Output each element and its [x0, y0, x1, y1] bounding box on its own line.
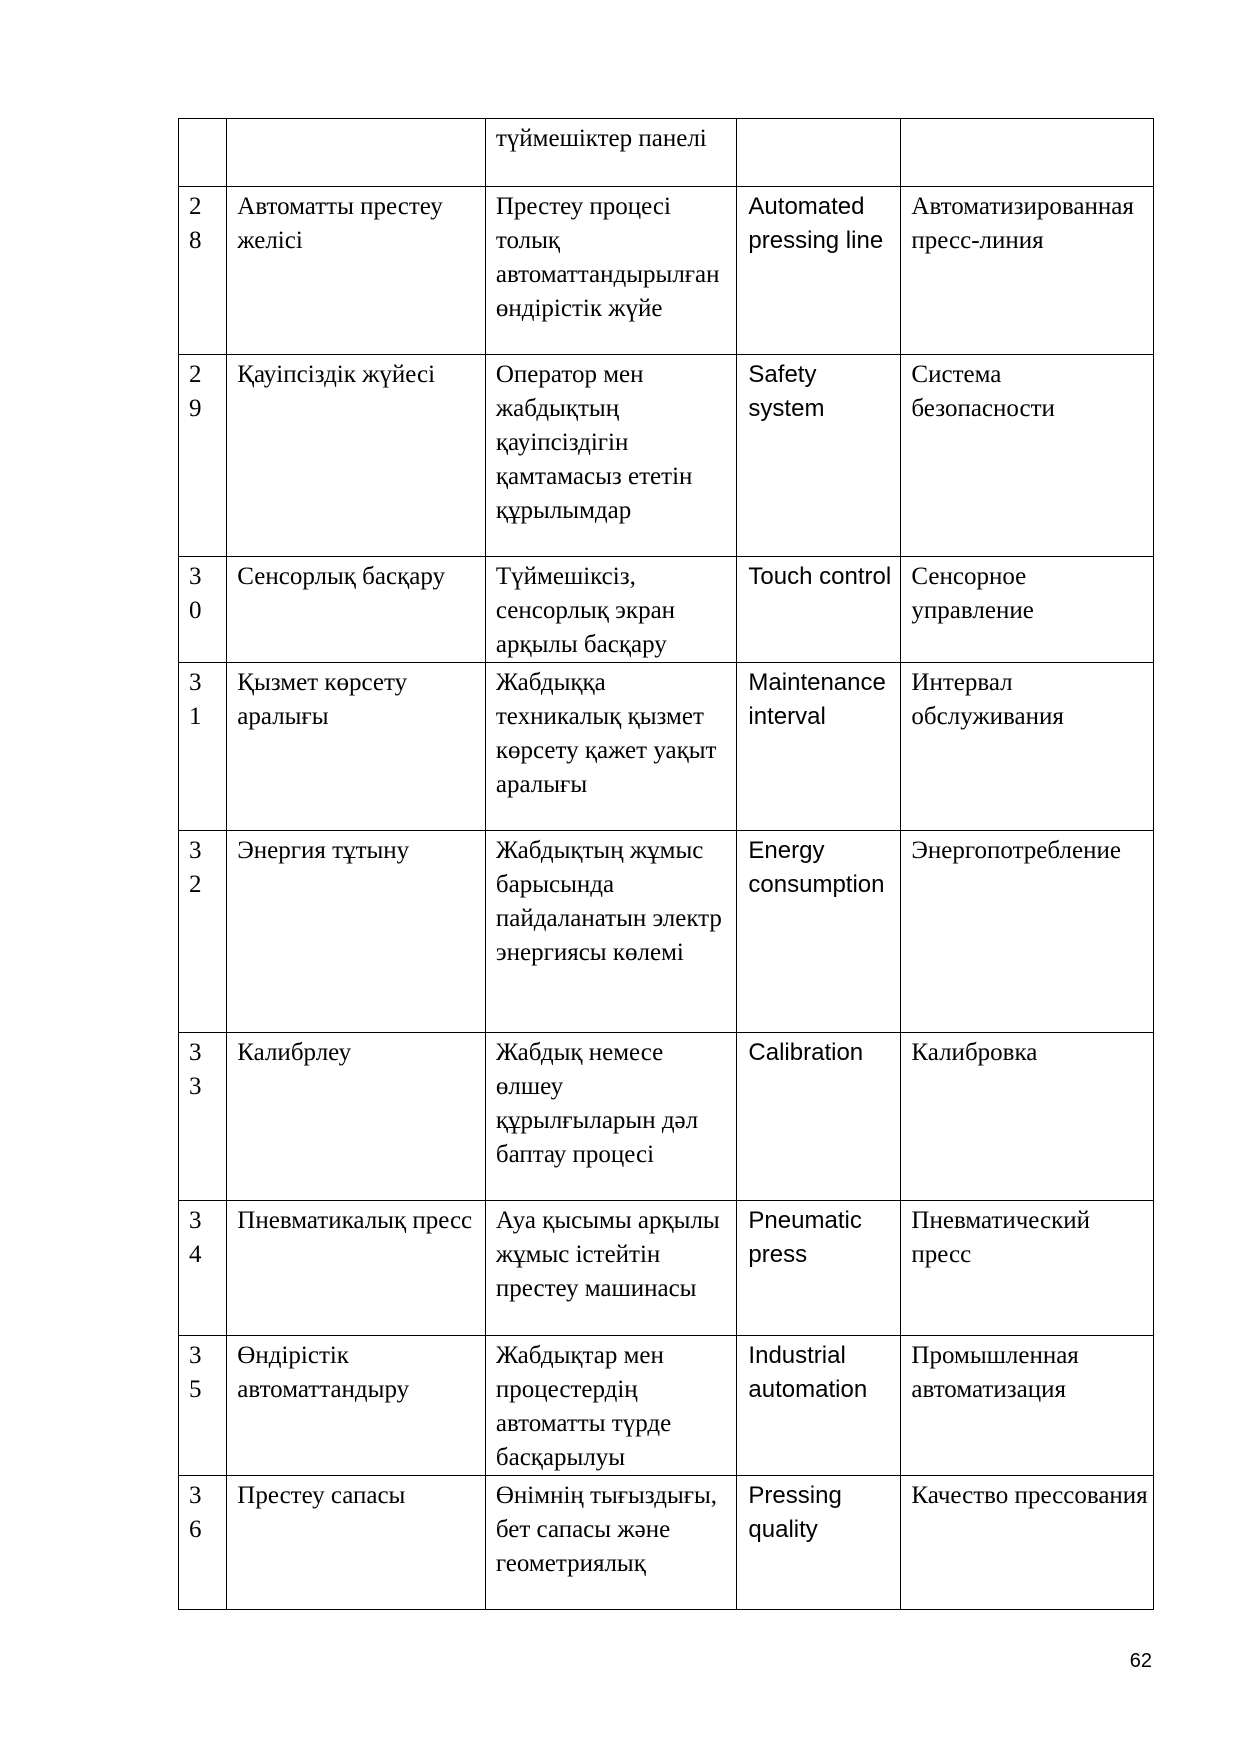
kazakh-term-cell: Калибрлеу	[227, 1033, 486, 1201]
english-term-cell	[737, 119, 901, 187]
table-row	[179, 831, 1154, 1033]
definition-cell: Жабдықтың жұмыс барысында пайдаланатын электр энергиясы көлемі	[485, 831, 737, 1033]
definition-cell: Оператор мен жабдықтың қауіпсіздігін қамтамасыз ететін құрылымдар	[485, 355, 737, 557]
page-number: 62	[1129, 1650, 1152, 1672]
russian-term-cell: Энергопотребление	[901, 831, 1154, 1033]
row-number-cell: 34	[179, 1201, 227, 1336]
english-term-cell: Pneumatic press	[737, 1201, 901, 1336]
row-number-cell: 28	[179, 187, 227, 355]
table-row	[179, 119, 1154, 187]
definition-cell: Престеу процесі толық автоматтандырылған өндірістік жүйе	[485, 187, 737, 355]
english-term-cell: Calibration	[737, 1033, 901, 1201]
russian-term-cell: Калибровка	[901, 1033, 1154, 1201]
kazakh-term-cell: Автоматты престеу желісі	[227, 187, 486, 355]
russian-term-cell: Автоматизированная пресс-линия	[901, 187, 1154, 355]
kazakh-term-cell: Пневматикалық пресс	[227, 1201, 486, 1336]
kazakh-term-cell: Өндірістік автоматтандыру	[227, 1336, 486, 1476]
kazakh-term-cell: Энергия тұтыну	[227, 831, 486, 1033]
english-term-cell: Industrial automation	[737, 1336, 901, 1476]
row-number-cell: 35	[179, 1336, 227, 1476]
english-term-cell: Touch control	[737, 557, 901, 663]
kazakh-term-cell: Қауіпсіздік жүйесі	[227, 355, 486, 557]
english-term-cell: Automated pressing line	[737, 187, 901, 355]
english-term-cell: Safety system	[737, 355, 901, 557]
kazakh-term-cell: Престеу сапасы	[227, 1476, 486, 1610]
definition-cell: Жабдық немесе өлшеу құрылғыларын дәл баптау процесі	[485, 1033, 737, 1201]
table-row	[179, 187, 1154, 355]
definition-cell: Жабдыққа техникалық қызмет көрсету қажет уақыт аралығы	[485, 663, 737, 831]
definition-cell: Ауа қысымы арқылы жұмыс істейтін престеу машинасы	[485, 1201, 737, 1336]
definition-cell: Өнімнің тығыздығы, бет сапасы және геометриялық	[485, 1476, 737, 1610]
russian-term-cell: Качество прессования	[901, 1476, 1154, 1610]
glossary-table	[178, 118, 1154, 1610]
english-term-cell: Energy consumption	[737, 831, 901, 1033]
definition-cell: түймешіктер панелі	[485, 119, 737, 187]
english-term-cell: Pressing quality	[737, 1476, 901, 1610]
row-number-cell: 31	[179, 663, 227, 831]
table-row	[179, 1033, 1154, 1201]
english-term-cell: Maintenance interval	[737, 663, 901, 831]
definition-cell: Жабдықтар мен процестердің автоматты түрде басқарылуы	[485, 1336, 737, 1476]
definition-cell: Түймешіксіз, сенсорлық экран арқылы басқару	[485, 557, 737, 663]
russian-term-cell	[901, 119, 1154, 187]
row-number-cell: 33	[179, 1033, 227, 1201]
table-row	[179, 355, 1154, 557]
row-number-cell: 30	[179, 557, 227, 663]
russian-term-cell: Промышленная автоматизация	[901, 1336, 1154, 1476]
row-number-cell: 29	[179, 355, 227, 557]
russian-term-cell: Пневматический пресс	[901, 1201, 1154, 1336]
russian-term-cell: Система безопасности	[901, 355, 1154, 557]
table-row	[179, 663, 1154, 831]
table-row	[179, 1336, 1154, 1476]
row-number-cell	[179, 119, 227, 187]
row-number-cell: 32	[179, 831, 227, 1033]
kazakh-term-cell	[227, 119, 486, 187]
kazakh-term-cell: Сенсорлық басқару	[227, 557, 486, 663]
row-number-cell: 36	[179, 1476, 227, 1610]
table-row	[179, 1476, 1154, 1610]
russian-term-cell: Интервал обслуживания	[901, 663, 1154, 831]
russian-term-cell: Сенсорное управление	[901, 557, 1154, 663]
kazakh-term-cell: Қызмет көрсету аралығы	[227, 663, 486, 831]
table-row	[179, 1201, 1154, 1336]
table-row	[179, 557, 1154, 663]
